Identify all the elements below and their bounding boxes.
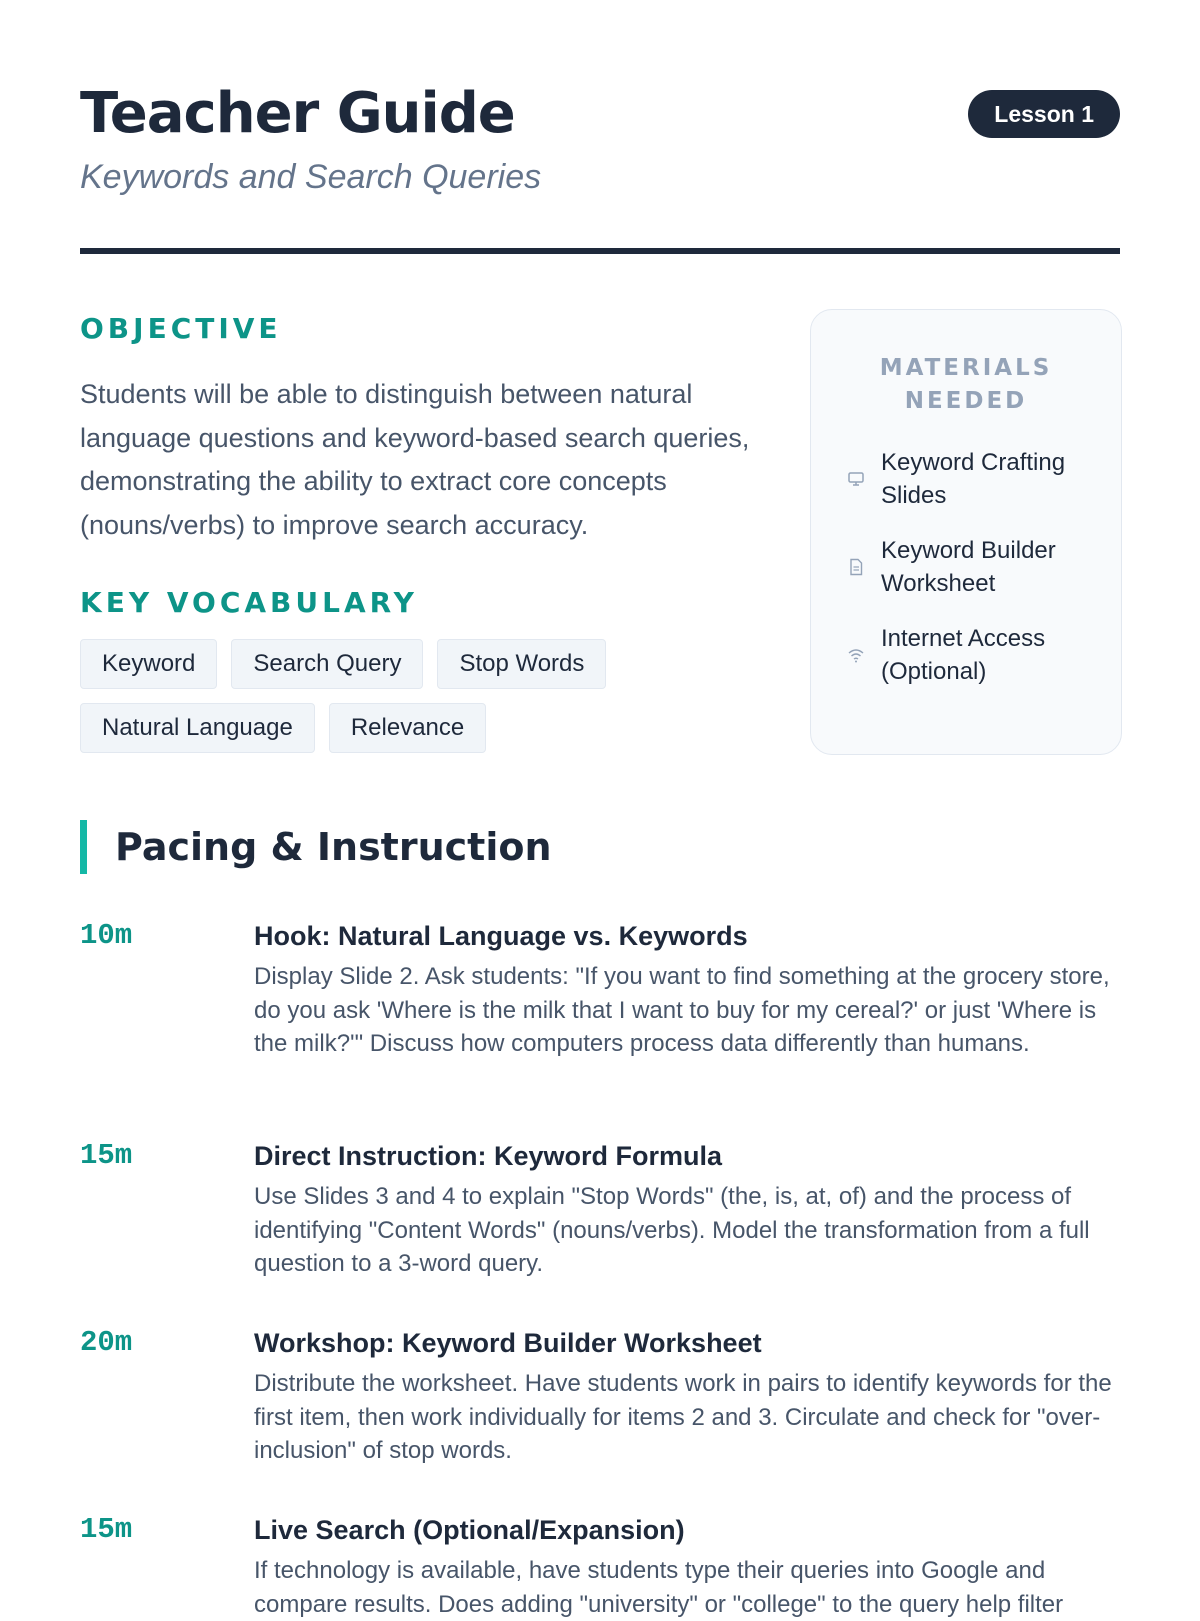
lesson-badge: Lesson 1 [968, 90, 1120, 138]
material-item [835, 534, 1097, 600]
vocabulary-section [80, 586, 760, 753]
vocab-chip-stop-words: Stop Words [437, 639, 606, 689]
objective-label: OBJECTIVE [80, 312, 282, 345]
step-description: Distribute the worksheet. Have students work in pairs to identify keywords for the first item, then work individually for items 2 and 3. Circulate and check for "over-inclusion" of stop words. [254, 1370, 1112, 1464]
vocab-chip-keyword: Keyword [80, 639, 217, 689]
materials-label: MATERIALS NEEDED [879, 355, 1053, 414]
materials-card [810, 309, 1122, 755]
page-header [80, 78, 1120, 254]
material-label: Internet Access (Optional) [881, 625, 1046, 685]
step-body [254, 1512, 1120, 1621]
material-item [835, 446, 1097, 512]
objective-section [80, 312, 760, 547]
vocab-chip-relevance: Relevance [329, 703, 486, 753]
document-icon [843, 554, 869, 580]
step-duration: 15m [80, 1139, 133, 1172]
material-label: Keyword Crafting Slides [881, 449, 1066, 509]
step-duration: 10m [80, 919, 133, 952]
page-title: Teacher Guide [80, 81, 515, 146]
material-label: Keyword Builder Worksheet [881, 537, 1056, 597]
wifi-icon [843, 642, 869, 668]
step-body [254, 1325, 1120, 1468]
materials-list [835, 446, 1097, 688]
pacing-heading: Pacing & Instruction [80, 820, 552, 874]
step-description: Display Slide 2. Ask students: "If you want to find something at the grocery store, do you ask 'Where is the milk that I want to buy for my cereal?' or just 'Where is the milk?'" Discuss how computers process data differently than humans. [254, 963, 1110, 1057]
step-description: If technology is available, have students type their queries into Google and compare results. Does adding "university" or "college" to the query help filter [254, 1557, 1064, 1618]
step-duration: 20m [80, 1326, 133, 1359]
step-title: Workshop: Keyword Builder Worksheet [254, 1328, 762, 1358]
vocab-chip-natural-language: Natural Language [80, 703, 315, 753]
step-title: Live Search (Optional/Expansion) [254, 1515, 685, 1545]
vocab-chip-search-query: Search Query [231, 639, 423, 689]
vocabulary-chips [80, 639, 660, 753]
monitor-icon [843, 466, 869, 492]
step-duration: 15m [80, 1513, 133, 1546]
vocabulary-label: KEY VOCABULARY [80, 586, 418, 619]
material-item [835, 622, 1097, 688]
step-body [254, 1138, 1120, 1281]
objective-text: Students will be able to distinguish between natural language questions and keyword-based search queries, demonstrating the ability to extract core concepts (nouns/verbs) to improve search accuracy. [80, 379, 750, 540]
step-description: Use Slides 3 and 4 to explain "Stop Words" (the, is, at, of) and the process of identifying "Content Words" (nouns/verbs). Model the transformation from a full question to a 3-word query. [254, 1183, 1090, 1277]
step-body [254, 918, 1120, 1061]
step-title: Direct Instruction: Keyword Formula [254, 1141, 723, 1171]
step-title: Hook: Natural Language vs. Keywords [254, 921, 748, 951]
page-subtitle: Keywords and Search Queries [80, 158, 542, 196]
